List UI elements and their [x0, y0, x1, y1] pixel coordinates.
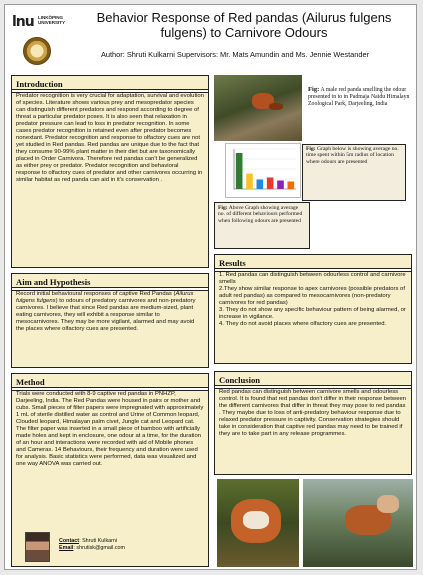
introduction-section	[11, 75, 209, 268]
figure-1-caption	[308, 87, 412, 107]
logo-mark: lnu	[12, 14, 34, 30]
method-body: Trials were conducted with 8-9 captive red pandas in PNHZP, Darjeeling, India. The Red Pandas were housed in pairs or mother and cubs. Small pieces of filter papers were impregnated with approximately 1 mL of sterile distilled water as control and Urine of Common leopard, Clouded leopard, Himalayan palm civet, Jungle cat and Leopard cat. The filter paper was inserted in a small piece of bamboo with artificially made holes and kept in enclosure, one odour at a time, for the duration of an hour and interactions were recorded with aid of Mobile phones and Cameras. 14 Behaviours, their frequency and duration were used for analysis. Basic statistics were performed, data was visualized and one way ANOVA was carried out.	[16, 391, 204, 467]
chart-bar	[257, 180, 264, 190]
figure-1-text: A male red panda smelling the odour presented in to in Padmaja Naidu Himalayn Zoological Park, Darjeeling, India	[308, 87, 410, 107]
author-photo	[25, 532, 50, 562]
behaviour-chart	[225, 143, 301, 198]
chart-bar	[236, 153, 243, 189]
contact-label: Contact	[59, 538, 80, 544]
red-panda-head	[377, 495, 399, 513]
red-panda-muzzle	[243, 511, 269, 529]
red-panda-tail	[269, 103, 283, 110]
contact-block	[25, 532, 205, 562]
results-item: 2.They show similar response to apex carnivores (possible predators of adult red pandas) as compared to mesocarnivores (non-predatory carnivores for red pandas)	[219, 286, 405, 306]
chart-bar	[267, 178, 274, 190]
aim-section	[11, 273, 209, 368]
aim-body-pre: Record initial behavioural responses of captive Red Pandas (	[16, 291, 176, 297]
chart-bar	[246, 174, 253, 190]
figure-3-text: Above Graph showing average no. of different behaviours performed when following odours are presented	[218, 205, 303, 224]
aim-body-post: ) to odours of predatory carnivores and non-predatory carnivores. I believe that since Red pandas are medium-sized, plant eating carnivores, they will exhibit a response similar to mesocarnivores. They may be more vigilant, alarmed and may avoid the places where olfactory cues are presented.	[16, 298, 196, 332]
method-heading: Method	[16, 377, 45, 387]
results-section	[214, 254, 412, 364]
conclusion-section	[214, 371, 412, 475]
zoo-seal-logo	[23, 37, 51, 65]
results-item: 3. They do not show any specific behaviour pattern of being alarmed, or increase in vigilance.	[219, 307, 406, 320]
red-panda-smelling-photo	[214, 75, 302, 141]
logo-text-line-1: LINKÖPING	[38, 15, 64, 20]
logo-text-line-2: UNIVERSITY	[38, 20, 66, 25]
contact-email: shrutisk@gmail.com	[76, 545, 125, 551]
results-item: 4. They do not avoid places where olfactory cues are presented.	[219, 321, 387, 327]
chart-bar	[288, 182, 295, 190]
aim-body-species: Ailurus fulgens fulgens	[16, 291, 194, 304]
results-item: 1. Red pandas can distinguish between odourless control and carnivore smells	[219, 272, 406, 285]
figure-2-text: Graph below is showing average no. time spent within 5m radius of location where odours are presented	[306, 146, 399, 165]
contact-text: Contact: Shruti Kulkarni Email: shrutisk@gmail.com	[59, 538, 125, 551]
author-line: Author: Shruti Kulkarni Supervisors: Mr. Mats Amundin and Ms. Jennie Westander	[100, 50, 370, 59]
contact-name: Shruti Kulkarni	[82, 538, 118, 544]
figure-2-caption	[306, 146, 401, 165]
red-panda-photo-2	[303, 479, 413, 567]
poster-title: Behavior Response of Red pandas (Ailurus fulgens fulgens) to Carnivore Odours	[96, 10, 392, 40]
chart-bar	[277, 181, 284, 190]
introduction-body: Predator recognition is very crucial for adaptation, survival and evolution of species. Literature shows various prey and mesopredator species can distinguish different predators and respond according to degree of threat a particular predator poses. It is also seen that relaxation in predator pressure can lead to loss in predator recognition. In some cases predator recognition is retained even after predator becomes nonextant. Predator recognition and response to olfactory cues are not yet studied in Red pandas. Red pandas are unique due to the fact that they consume 90-99% plant matter in their diet but are taxonomically placed in Order Carnivora. Therefore red pandas can't be generalized as either prey or predator. Predator recognition and behavioral response to olfactory cues of predator and other carnivores occurring in similar habitat as red panda can aid in it's conservation .	[16, 93, 204, 183]
email-label: Email	[59, 545, 74, 551]
conclusion-body: Red pandas can distinguish between carnivore smells and odourless control. It is found that red pandas don't differ in their response between the different carnivores that differ in threat they may pose to red pandas . They maybe due to loss of anti-predatory behaviour response due to relaxed predator pressure in captivity. Conservation strategies should take in consideration that captive red pandas may need to be trained if they are to take part in any release programmes.	[219, 389, 407, 437]
results-heading: Results	[219, 258, 246, 268]
aim-body	[16, 291, 204, 333]
red-panda-photo-1	[217, 479, 299, 567]
figure-3-label: Fig:	[218, 205, 228, 211]
behaviour-chart-svg	[226, 144, 300, 197]
conclusion-heading: Conclusion	[219, 375, 261, 385]
figure-3-caption	[214, 202, 310, 249]
poster	[4, 4, 417, 570]
university-logo	[12, 13, 70, 31]
introduction-heading: Introduction	[16, 79, 63, 89]
poster-header	[5, 5, 417, 69]
aim-heading: Aim and Hypothesis	[16, 277, 91, 287]
logo-text	[38, 15, 65, 25]
figure-1-label: Fig:	[308, 86, 320, 93]
figure-2-label: Fig:	[306, 146, 316, 152]
